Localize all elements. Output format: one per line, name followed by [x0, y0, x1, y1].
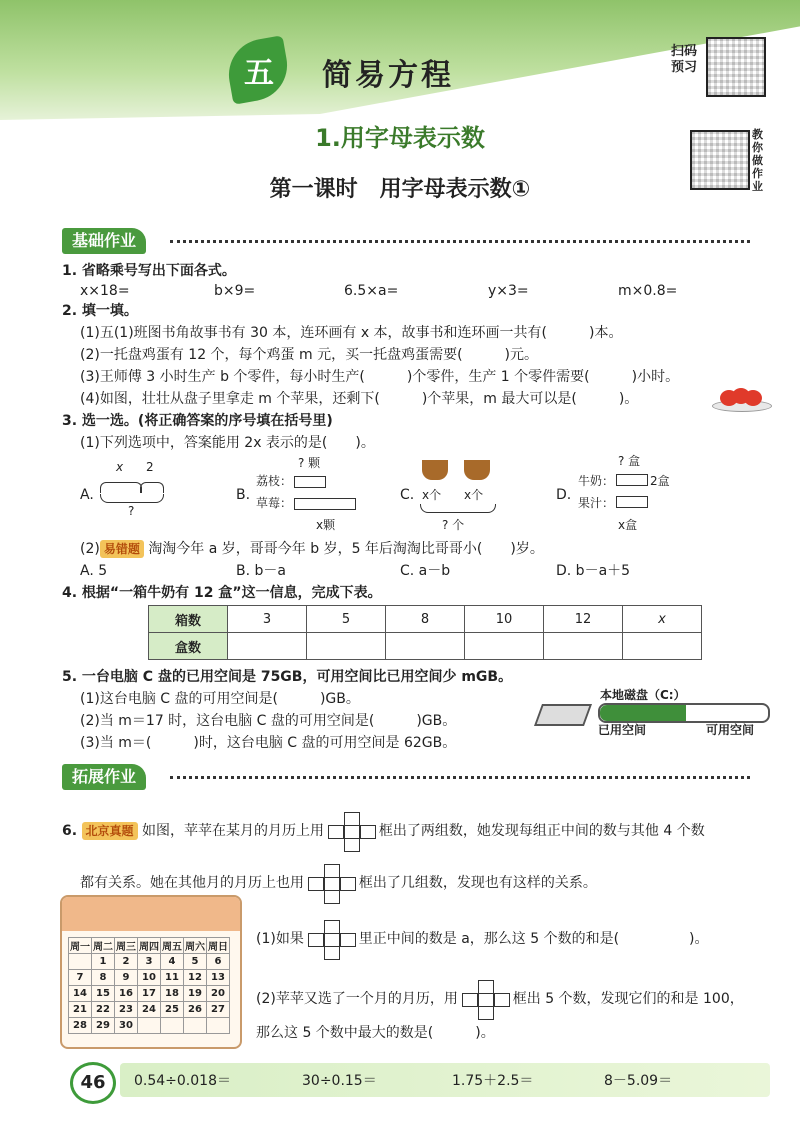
section-extend: 拓展作业 [62, 764, 146, 790]
section-basic: 基础作业 [62, 228, 146, 254]
calendar-cell [138, 1018, 161, 1034]
calendar-cell: 20 [207, 986, 230, 1002]
calendar-day-header: 周三 [115, 938, 138, 954]
calendar-image [60, 895, 242, 1049]
q1-item: x×18= [80, 283, 130, 299]
calendar-day-header: 周二 [92, 938, 115, 954]
scan-label: 扫码 预习 [671, 44, 698, 75]
unit-number: 五 [244, 56, 274, 91]
lesson-title: 1.用字母表示数 [315, 124, 485, 152]
calendar-cell [161, 1018, 184, 1034]
q2-line: (1)五(1)班图书角故事书有 30 本，连环画有 x 本，故事书和连环画一共有( )本。 [80, 325, 623, 341]
calendar-cell: 30 [115, 1018, 138, 1034]
tag-beijing: 北京真题 [82, 822, 138, 840]
choice-d[interactable]: D. b－a＋5 [556, 563, 631, 579]
table-cell: 5 [307, 606, 386, 633]
calendar-cell [184, 1018, 207, 1034]
mental-item: 1.75＋2.5＝ [452, 1073, 534, 1089]
q4-title: 4. 根据“一箱牛奶有 12 盒”这一信息，完成下表。 [62, 585, 382, 601]
calendar-cell: 25 [161, 1002, 184, 1018]
calendar-cell: 1 [92, 954, 115, 970]
q2-title: 2. 填一填。 [62, 303, 138, 319]
tag-error-prone: 易错题 [100, 540, 144, 558]
disk-usage-bar [598, 703, 770, 723]
q2-line: (4)如图，壮壮从盘子里拿走 m 个苹果，还剩下( )个苹果，m 最大可以是( )。 [80, 391, 639, 407]
table-cell: 3 [228, 606, 307, 633]
q6-sub2: (2)苹苹又选了一个月的月历，用 框出 5 个数，发现它们的和是 100， [256, 980, 744, 1018]
q1-item: b×9= [214, 283, 256, 299]
q3-title: 3. 选一选。(将正确答案的序号填在括号里) [62, 413, 333, 429]
used-space-label: 已用空间 [598, 723, 647, 737]
table-header: 盒数 [149, 633, 228, 660]
mental-item: 30÷0.15＝ [302, 1073, 377, 1089]
calendar-cell: 14 [69, 986, 92, 1002]
q6-sub1: (1)如果 里正中间的数是 a，那么这 5 个数的和是( )。 [256, 920, 709, 958]
calendar-cell: 18 [161, 986, 184, 1002]
option-b-label[interactable]: B. [236, 487, 251, 503]
free-space-label: 可用空间 [706, 723, 755, 737]
calendar-rings [62, 897, 240, 931]
q2-line: (3)王师傅 3 小时生产 b 个零件，每小时生产( )个零件，生产 1 个零件需要( )小时。 [80, 369, 680, 385]
disk-title: 本地磁盘（C:） [600, 688, 686, 702]
calendar-cell [69, 954, 92, 970]
option-c-label[interactable]: C. [400, 487, 415, 503]
calendar-cell: 2 [115, 954, 138, 970]
mental-item: 0.54÷0.018＝ [134, 1073, 231, 1089]
answer-cell[interactable] [307, 633, 386, 660]
q4-table [148, 605, 702, 660]
choice-b[interactable]: B. b－a [236, 563, 286, 579]
calendar-cell: 7 [69, 970, 92, 986]
table-cell: x [623, 606, 702, 633]
disk-used-fill [600, 705, 686, 721]
hard-disk-icon [534, 704, 592, 726]
calendar-cell: 21 [69, 1002, 92, 1018]
option-c-diagram: x个 x个 ? 个 [418, 458, 508, 530]
cross-frame-icon [308, 864, 354, 902]
option-a-label[interactable]: A. [80, 487, 94, 503]
q2-line: (2)一托盘鸡蛋有 12 个，每个鸡蛋 m 元，买一托盘鸡蛋需要( )元。 [80, 347, 539, 363]
q6-para1: 6. 北京真题 如图，苹苹在某月的月历上用 框出了两组数，她发现每组正中间的数与其他 4 个数 [62, 812, 705, 850]
calendar-day-header: 周日 [207, 938, 230, 954]
calendar-cell: 4 [161, 954, 184, 970]
cross-frame-icon [308, 920, 354, 958]
answer-cell[interactable] [465, 633, 544, 660]
calendar-cell: 9 [115, 970, 138, 986]
page-number: 46 [70, 1062, 116, 1104]
calendar-cell: 17 [138, 986, 161, 1002]
q1-item: m×0.8= [618, 283, 678, 299]
table-cell: 12 [544, 606, 623, 633]
calendar-day-header: 周一 [69, 938, 92, 954]
calendar-cell [207, 1018, 230, 1034]
answer-cell[interactable] [544, 633, 623, 660]
calendar-cell: 10 [138, 970, 161, 986]
q3-line2: (2) 易错题 淘淘今年 a 岁，哥哥今年 b 岁，5 年后淘淘比哥哥小( )岁。 [80, 541, 544, 557]
option-b-diagram: ? 颗 荔枝： 草莓： x颗 [256, 454, 356, 530]
answer-cell[interactable] [228, 633, 307, 660]
choice-a[interactable]: A. 5 [80, 563, 108, 579]
option-a-diagram: x 2 ? [100, 460, 180, 520]
calendar-cell: 26 [184, 1002, 207, 1018]
calendar-cell: 19 [184, 986, 207, 1002]
calendar-cell: 5 [184, 954, 207, 970]
q6-sub3: 那么这 5 个数中最大的数是( )。 [256, 1025, 495, 1041]
calendar-cell: 8 [92, 970, 115, 986]
mental-item: 8－5.09＝ [604, 1073, 673, 1089]
option-d-label[interactable]: D. [556, 487, 572, 503]
calendar-cell: 11 [161, 970, 184, 986]
calendar-cell: 22 [92, 1002, 115, 1018]
q5-line: (3)当 m＝( )时，这台电脑 C 盘的可用空间是 62GB。 [80, 735, 457, 751]
teach-label: 教你做作业 [752, 128, 763, 193]
calendar-cell: 24 [138, 1002, 161, 1018]
calendar-day-header: 周四 [138, 938, 161, 954]
qr-code-icon[interactable] [706, 37, 766, 97]
period-title: 第一课时 用字母表示数① [269, 177, 531, 202]
q3-line: (1)下列选项中，答案能用 2x 表示的是( )。 [80, 435, 375, 451]
calendar-cell: 29 [92, 1018, 115, 1034]
option-d-diagram: ? 盒 牛奶： 2盒 果汁： x盒 [578, 454, 670, 532]
calendar-day-header: 周五 [161, 938, 184, 954]
table-cell: 8 [386, 606, 465, 633]
calendar-cell: 16 [115, 986, 138, 1002]
q5-line: (1)这台电脑 C 盘的可用空间是( )GB。 [80, 691, 360, 707]
q5-line: (2)当 m＝17 时，这台电脑 C 盘的可用空间是( )GB。 [80, 713, 457, 729]
calendar-cell: 28 [69, 1018, 92, 1034]
q1-item: 6.5×a= [344, 283, 399, 299]
q5-title: 5. 一台电脑 C 盘的已用空间是 75GB，可用空间比已用空间少 mGB。 [62, 669, 513, 685]
divider [170, 776, 750, 779]
table-header: 箱数 [149, 606, 228, 633]
calendar-cell: 23 [115, 1002, 138, 1018]
q1-title: 1. 省略乘号写出下面各式。 [62, 263, 236, 279]
calendar-cell: 12 [184, 970, 207, 986]
divider [170, 240, 750, 243]
calendar-cell: 3 [138, 954, 161, 970]
calendar-day-header: 周六 [184, 938, 207, 954]
calendar-cell: 27 [207, 1002, 230, 1018]
cross-frame-icon [328, 812, 374, 850]
table-cell: 10 [465, 606, 544, 633]
unit-title: 简易方程 [322, 58, 454, 93]
calendar-cell: 15 [92, 986, 115, 1002]
apple-plate-image [712, 388, 770, 412]
answer-cell[interactable] [386, 633, 465, 660]
calendar-grid [68, 937, 230, 1034]
q1-item: y×3= [488, 283, 529, 299]
calendar-cell: 13 [207, 970, 230, 986]
choice-c[interactable]: C. a－b [400, 563, 451, 579]
calendar-cell: 6 [207, 954, 230, 970]
q6-para2: 都有关系。她在其他月的月历上也用 框出了几组数，发现也有这样的关系。 [80, 864, 597, 902]
answer-cell[interactable] [623, 633, 702, 660]
cross-frame-icon [462, 980, 508, 1018]
